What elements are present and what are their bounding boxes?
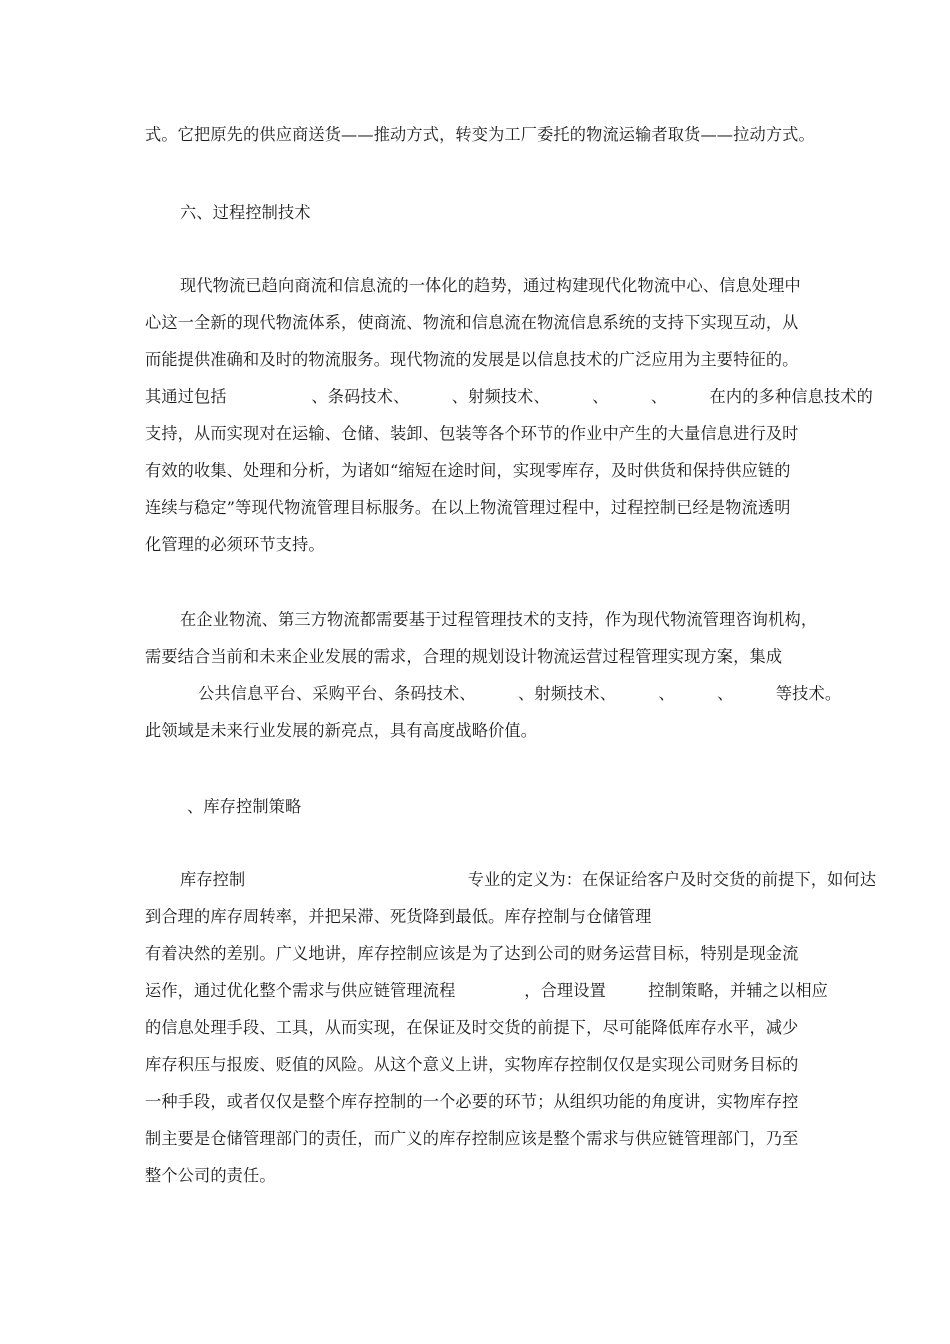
paragraph-line: 库存控制 专业的定义为：在保证给客户及时交货的前提下，如何达 bbox=[180, 870, 877, 889]
paragraph-line: 连续与稳定”等现代物流管理目标服务。在以上物流管理过程中，过程控制已经是物流透明 bbox=[145, 498, 791, 517]
paragraph-line: 公共信息平台、采购平台、条码技术、 、射频技术、 、 、 等技术。 bbox=[145, 684, 842, 703]
paragraph-line: 心这一全新的现代物流体系，使商流、物流和信息流在物流信息系统的支持下实现互动，从 bbox=[145, 313, 799, 332]
paragraph-line: 制主要是仓储管理部门的责任，而广义的库存控制应该是整个需求与供应链管理部门，乃至 bbox=[145, 1129, 799, 1148]
paragraph-line: 库存积压与报废、贬值的风险。从这个意义上讲，实物库存控制仅仅是实现公司财务目标的 bbox=[145, 1055, 799, 1074]
intro-line: 式。它把原先的供应商送货——推动方式，转变为工厂委托的物流运输者取货——拉动方式。 bbox=[145, 125, 815, 144]
paragraph-line: 有着决然的差别。广义地讲，库存控制应该是为了达到公司的财务运营目标，特别是现金流 bbox=[145, 944, 799, 963]
paragraph-line: 其通过包括 、条码技术、 、射频技术、 、 、 在内的多种信息技术的 bbox=[145, 387, 873, 406]
paragraph-line: 此领域是未来行业发展的新亮点，具有高度战略价值。 bbox=[145, 721, 538, 740]
paragraph-line: 在企业物流、第三方物流都需要基于过程管理技术的支持，作为现代物流管理咨询机构， bbox=[180, 610, 818, 629]
paragraph-line: 有效的收集、处理和分析，为诸如“缩短在途时间，实现零库存，及时供货和保持供应链的 bbox=[145, 461, 791, 480]
paragraph-line: 整个公司的责任。 bbox=[145, 1166, 276, 1185]
section-heading-process-control: 六、过程控制技术 bbox=[180, 203, 311, 222]
paragraph-line: 运作，通过优化整个需求与供应链管理流程 ，合理设置 控制策略，并辅之以相应 bbox=[145, 981, 829, 1000]
paragraph-line: 支持，从而实现对在运输、仓储、装卸、包装等各个环节的作业中产生的大量信息进行及时 bbox=[145, 424, 799, 443]
section-heading-inventory-control: 、库存控制策略 bbox=[187, 797, 302, 816]
paragraph-line: 现代物流已趋向商流和信息流的一体化的趋势，通过构建现代化物流中心、信息处理中 bbox=[180, 276, 801, 295]
paragraph-line: 到合理的库存周转率，并把呆滞、死货降到最低。库存控制与仓储管理 bbox=[145, 907, 652, 926]
paragraph-line: 一种手段，或者仅仅是整个库存控制的一个必要的环节；从组织功能的角度讲，实物库存控 bbox=[145, 1092, 799, 1111]
paragraph-line: 需要结合当前和未来企业发展的需求，合理的规划设计物流运营过程管理实现方案，集成 bbox=[145, 647, 783, 666]
paragraph-line: 而能提供准确和及时的物流服务。现代物流的发展是以信息技术的广泛应用为主要特征的。 bbox=[145, 350, 799, 369]
paragraph-line: 化管理的必须环节支持。 bbox=[145, 535, 325, 554]
paragraph-line: 的信息处理手段、工具，从而实现，在保证及时交货的前提下，尽可能降低库存水平，减少 bbox=[145, 1018, 799, 1037]
